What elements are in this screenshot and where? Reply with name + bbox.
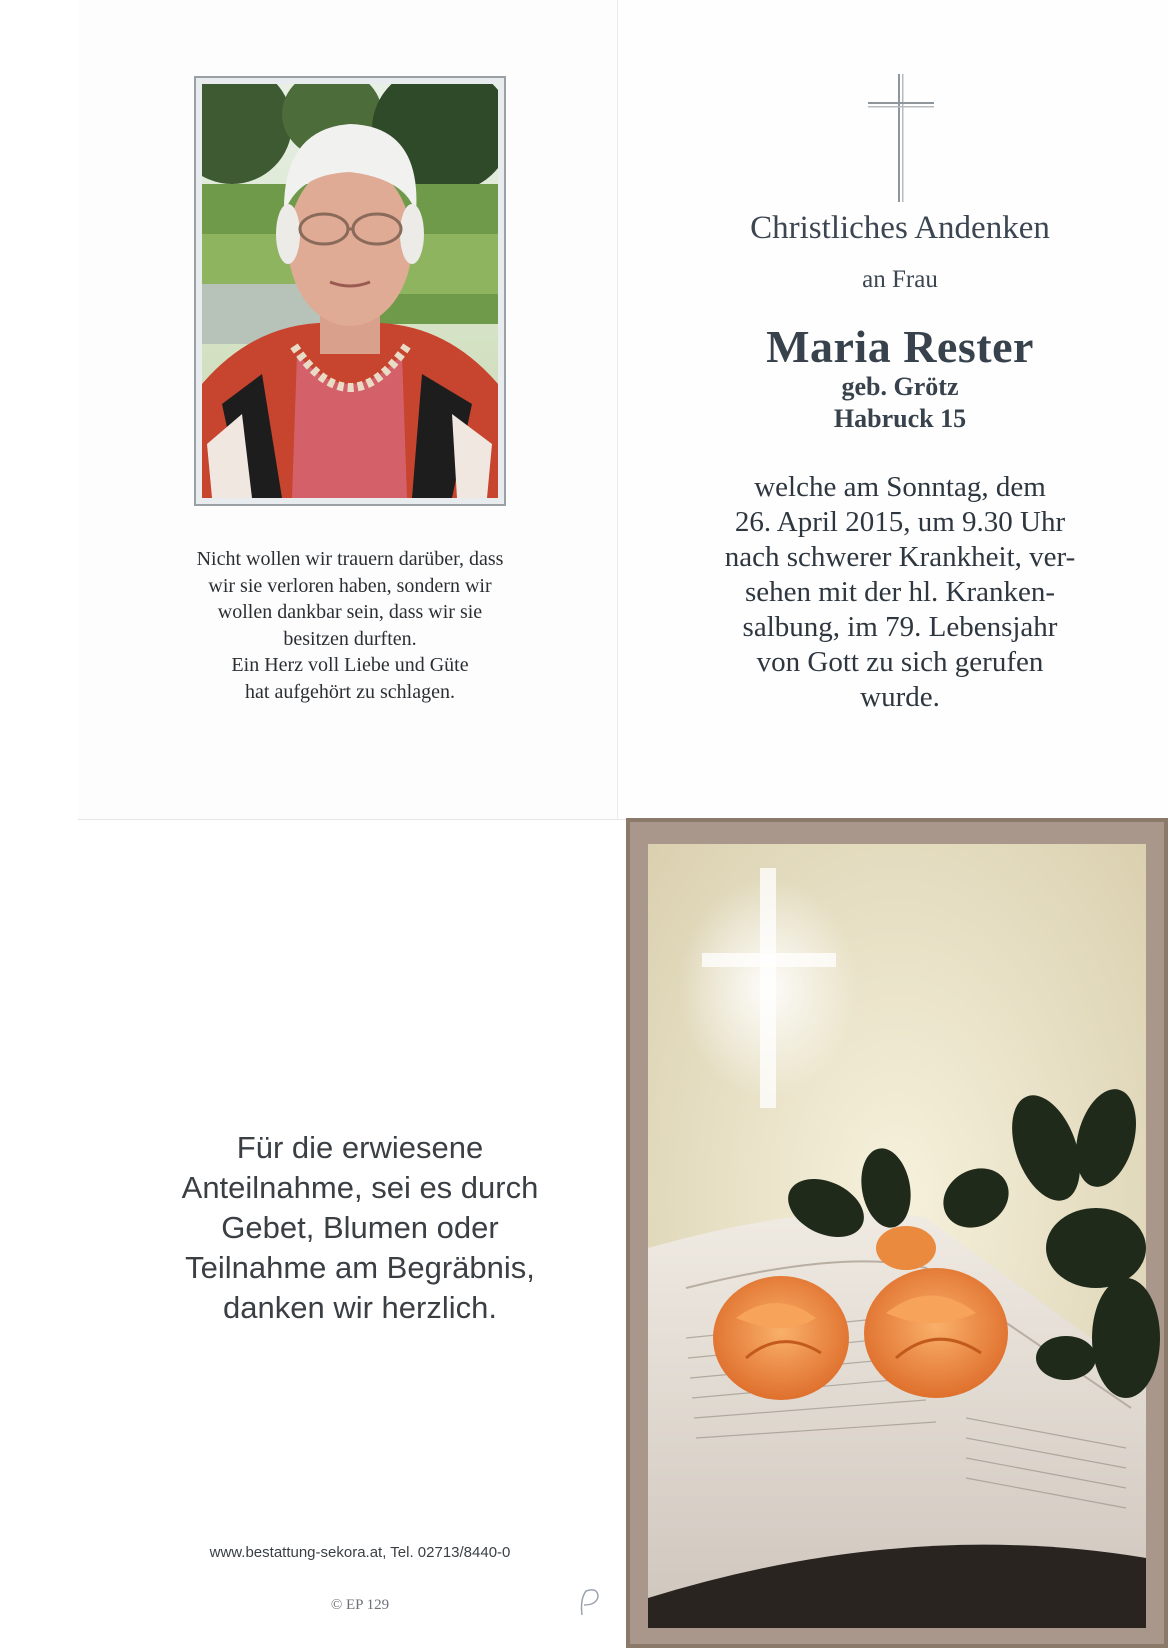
verse bbox=[150, 546, 550, 705]
handwritten-mark-icon bbox=[576, 1585, 604, 1619]
announcement-line: nach schwerer Krankheit, ver- bbox=[724, 541, 1076, 573]
death-announcement bbox=[660, 470, 1140, 715]
cross-icon bbox=[868, 74, 934, 202]
deceased-name: Maria Rester bbox=[766, 321, 1034, 372]
verse-line: Nicht wollen wir trauern darüber, dass bbox=[196, 548, 504, 570]
thanks-line: Gebet, Blumen oder bbox=[221, 1210, 499, 1245]
thanks-line: Anteilnahme, sei es durch bbox=[181, 1170, 539, 1205]
verse-line: wir sie verloren haben, sondern wir bbox=[208, 574, 492, 597]
verse-line: wollen dankbar sein, dass wir sie bbox=[217, 601, 483, 623]
announcement-line: salbung, im 79. Lebensjahr bbox=[742, 611, 1058, 643]
announcement-line: wurde. bbox=[860, 681, 940, 713]
thanks-line: Für die erwiesene bbox=[236, 1130, 484, 1165]
announcement-line: 26. April 2015, um 9.30 Uhr bbox=[734, 506, 1066, 538]
salutation: an Frau bbox=[862, 266, 938, 293]
verse-line: Ein Herz voll Liebe und Güte bbox=[231, 654, 469, 676]
thanks-text bbox=[140, 1128, 580, 1328]
verse-line: besitzen durften. bbox=[283, 627, 417, 650]
verse-line: hat aufgehört zu schlagen. bbox=[245, 680, 455, 703]
portrait-photo bbox=[202, 84, 498, 498]
fold-line-horizontal bbox=[78, 819, 626, 820]
address: Habruck 15 bbox=[833, 404, 967, 433]
roses-on-book-image bbox=[626, 818, 1168, 1648]
fold-line-vertical bbox=[617, 0, 618, 820]
announcement-line: von Gott zu sich gerufen bbox=[756, 646, 1044, 678]
portrait-frame bbox=[194, 76, 506, 506]
thanks-line: Teilnahme am Begräbnis, bbox=[185, 1250, 535, 1285]
announcement-line: sehen mit der hl. Kranken- bbox=[744, 576, 1056, 608]
funeral-home-contact: www.bestattung-sekora.at, Tel. 02713/8440-0 bbox=[209, 1544, 511, 1561]
maiden-name: geb. Grötz bbox=[841, 372, 959, 401]
thanks-line: danken wir herzlich. bbox=[223, 1290, 497, 1325]
cover-page bbox=[626, 818, 1168, 1648]
announcement-line: welche am Sonntag, dem bbox=[754, 471, 1046, 503]
heading: Christliches Andenken bbox=[750, 210, 1050, 246]
copyright-note: © EP 129 bbox=[330, 1597, 390, 1613]
